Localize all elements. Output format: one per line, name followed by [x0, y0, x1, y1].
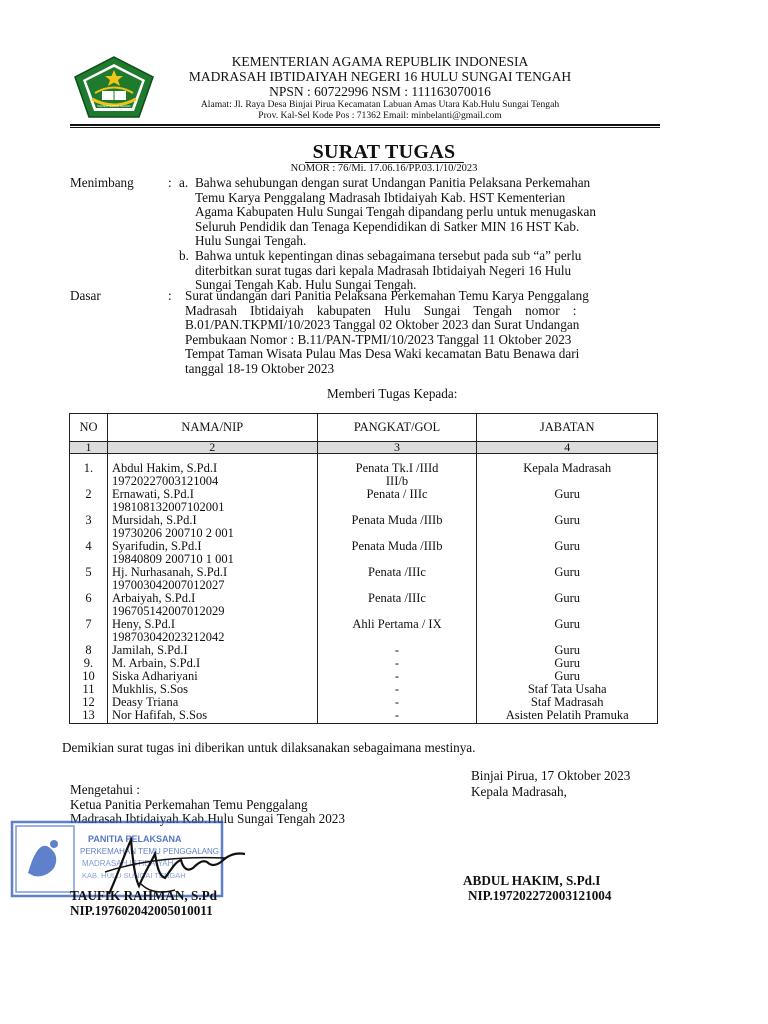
right-signer-role: Kepala Madrasah,: [471, 784, 567, 799]
table-header-row: [70, 414, 658, 442]
row-number: [70, 709, 108, 724]
letter-title: SURAT TUGAS: [312, 141, 456, 163]
right-signer-name: ABDUL HAKIM, S.Pd.I: [463, 873, 601, 888]
row-number: [70, 566, 108, 592]
menimbang-label: Menimbang: [70, 175, 134, 190]
row-name-nip: [107, 488, 317, 514]
menimbang-colon: :: [168, 175, 172, 190]
row-rank: [317, 540, 477, 566]
row-nip: 19840809 200710 1 001: [111, 552, 234, 566]
menimbang-b-marker: b.: [179, 248, 189, 263]
row-rank-text: Ahli Pertama / IX: [352, 617, 442, 631]
row-rank-text: -: [394, 708, 400, 722]
row-name: Siska Adhariyani: [111, 669, 198, 683]
row-name: Hj. Nurhasanah, S.Pd.I: [111, 565, 228, 579]
row-name-nip: [107, 540, 317, 566]
row-number-text: 10: [82, 669, 95, 683]
table-row: [70, 592, 658, 618]
row-position: [477, 488, 658, 514]
dasar-colon: :: [168, 288, 172, 303]
row-name-nip: [107, 514, 317, 540]
row-number-text: 11: [82, 682, 95, 696]
col-header-position: JABATAN: [477, 414, 658, 442]
logo-text: KEMENTERIAN AGAMA: [97, 104, 131, 108]
row-position-text: Staf Madrasah: [530, 695, 604, 709]
row-rank-text: Penata / IIIc: [366, 487, 428, 501]
stamp-line-4: KAB. HULU SUNGAI TENGAH: [82, 871, 186, 880]
left-signer-role-2: Madrasah Ibtidaiyah Kab.Hulu Sungai Tengah 2023: [70, 811, 345, 826]
row-number-text: 13: [82, 708, 95, 722]
row-position-text: Guru: [554, 487, 581, 501]
place-date: Binjai Pirua, 17 Oktober 2023: [471, 768, 631, 783]
row-rank: [317, 592, 477, 618]
row-position: [477, 566, 658, 592]
kop-divider: [70, 124, 660, 128]
row-rank-text: Penata Muda /IIIb: [351, 513, 443, 527]
row-name-nip: [107, 709, 317, 724]
menimbang-a-line: Temu Karya Penggalang Madrasah Ibtidaiyah Kab. HST Kementerian: [195, 189, 566, 205]
stamp-line-3: MADRASAH IBTIDAIYAH: [82, 859, 174, 868]
row-rank-text: Penata /IIIc: [368, 565, 426, 579]
col-number: 3: [317, 442, 477, 454]
row-position-text: Asisten Pelatih Pramuka: [505, 708, 629, 722]
menimbang-b-text: [195, 249, 665, 293]
row-nip: 196705142007012029: [111, 604, 225, 618]
row-name: Ernawati, S.Pd.I: [111, 487, 194, 501]
row-name: M. Arbain, S.Pd.I: [111, 656, 201, 670]
row-rank-text: Penata Tk.I /IIId: [355, 461, 439, 475]
menimbang-a-line: Agama Kabupaten Hulu Sungai Tengah dipandang perlu untuk menugaskan: [195, 204, 596, 220]
header-address-1: Alamat: Jl. Raya Desa Binjai Pirua Kecamatan Labuan Amas Utara Kab.Hulu Sungai Tengah: [200, 99, 560, 110]
dasar-line: Surat undangan dari Panitia Pelaksana Perkemahan Temu Karya Penggalang: [185, 288, 589, 303]
row-position-text: Guru: [554, 539, 581, 553]
row-name: Nor Hafifah, S.Sos: [111, 708, 208, 722]
row-number: [70, 540, 108, 566]
col-number: 2: [107, 442, 317, 454]
row-number: [70, 592, 108, 618]
menimbang-a-text: [195, 176, 665, 249]
row-position: [477, 618, 658, 644]
row-number-text: 7: [85, 617, 92, 631]
table-row: [70, 488, 658, 514]
row-rank: [317, 709, 477, 724]
row-name: Abdul Hakim, S.Pd.I: [111, 461, 218, 475]
row-number-text: 8: [85, 643, 92, 657]
table-row: [70, 709, 658, 724]
row-name: Jamilah, S.Pd.I: [111, 643, 188, 657]
row-position-text: Guru: [554, 617, 581, 631]
right-signer-nip: NIP.197202272003121004: [468, 888, 612, 903]
dasar-line: Pembukaan Nomor : B.11/PAN-TPMI/10/2023 Tanggal 11 Oktober 2023: [185, 331, 572, 347]
row-name: Mursidah, S.Pd.I: [111, 513, 197, 527]
row-name-nip: [107, 566, 317, 592]
row-number-text: 4: [85, 539, 92, 553]
row-position: [477, 514, 658, 540]
row-position-text: Guru: [554, 565, 581, 579]
table-row: [70, 514, 658, 540]
row-nip: 19720227003121004: [111, 474, 219, 488]
table-body: [70, 454, 658, 724]
header-ministry: KEMENTERIAN AGAMA REPUBLIK INDONESIA: [231, 54, 529, 69]
row-number-text: 9.: [83, 656, 94, 670]
col-header-rank: PANGKAT/GOL: [317, 414, 477, 442]
row-position-text: Staf Tata Usaha: [527, 682, 607, 696]
menimbang-b-line: Sungai Tengah Kab. Hulu Sungai Tengah.: [195, 277, 417, 293]
row-name: Syarifudin, S.Pd.I: [111, 539, 202, 553]
menimbang-a-line: Bahwa sehubungan dengan surat Undangan Panitia Pelaksana Perkemahan: [195, 175, 591, 190]
dasar-line: Tempat Taman Wisata Pulau Mas Desa Waki kecamatan Batu Benawa dari: [185, 346, 580, 362]
row-name: Mukhlis, S.Sos: [111, 682, 189, 696]
row-position: [477, 709, 658, 724]
row-name: Heny, S.Pd.I: [111, 617, 176, 631]
row-number-text: 3: [85, 513, 92, 527]
row-position-text: Guru: [554, 643, 581, 657]
row-rank: [317, 462, 477, 488]
row-rank-text-2: III/b: [385, 474, 409, 488]
row-nip: 197003042007012027: [111, 578, 225, 592]
row-position: [477, 462, 658, 488]
row-number: [70, 618, 108, 644]
row-name-nip: [107, 618, 317, 644]
table-row: [70, 566, 658, 592]
closing-text: Demikian surat tugas ini diberikan untuk dilaksanakan sebagaimana mestinya.: [62, 740, 476, 755]
row-number-text: 12: [82, 695, 95, 709]
left-signer-role-1: Ketua Panitia Perkemahan Temu Penggalang: [70, 797, 308, 812]
left-signer-nip: NIP.197602042005010011: [70, 903, 213, 918]
stamp-line-1: PANITIA PELAKSANA: [88, 834, 182, 844]
row-number-text: 6: [85, 591, 92, 605]
header-ids: NPSN : 60722996 NSM : 111163070016: [269, 84, 491, 99]
menimbang-b-line: Bahwa untuk kepentingan dinas sebagaimana tersebut pada sub “a” perlu: [195, 248, 582, 263]
row-nip: 198108132007102001: [111, 500, 225, 514]
assignment-intro: Memberi Tugas Kepada:: [327, 386, 458, 401]
table-row: [70, 540, 658, 566]
row-name: Deasy Triana: [111, 695, 179, 709]
left-mengetahui: Mengetahui :: [70, 782, 140, 797]
row-rank-text: -: [394, 695, 400, 709]
row-rank: [317, 514, 477, 540]
table-number-row: [70, 442, 658, 454]
dasar-line: B.01/PAN.TKPMI/10/2023 Tanggal 02 Oktober 2023 dan Surat Undangan: [185, 317, 580, 333]
left-signer-name: TAUFIK RAHMAN, S.Pd: [70, 888, 218, 903]
stamp-line-2: PERKEMAHAN TEMU PENGGALANG: [80, 847, 219, 856]
row-rank: [317, 566, 477, 592]
menimbang-b-line: diterbitkan surat tugas dari kepala Madrasah Ibtidaiyah Negeri 16 Hulu: [195, 262, 572, 278]
dasar-text: [185, 289, 663, 377]
row-position-text: Guru: [554, 513, 581, 527]
col-number: 1: [70, 442, 108, 454]
row-rank-text: -: [394, 656, 400, 670]
row-position-text: Guru: [554, 591, 581, 605]
menimbang-a-marker: a.: [179, 175, 189, 190]
row-rank-text: -: [394, 682, 400, 696]
assignee-table: [69, 413, 658, 724]
col-header-name: NAMA/NIP: [107, 414, 317, 442]
row-name-nip: [107, 592, 317, 618]
row-name-nip: [107, 462, 317, 488]
row-position-text: Kepala Madrasah: [523, 461, 612, 475]
row-rank: [317, 488, 477, 514]
table-row: [70, 618, 658, 644]
row-position-text: Guru: [554, 656, 581, 670]
dasar-line: tanggal 18-19 Oktober 2023: [185, 360, 335, 376]
row-rank-text: Penata Muda /IIIb: [351, 539, 443, 553]
row-rank-text: -: [394, 669, 400, 683]
dasar-label: Dasar: [70, 288, 101, 303]
col-header-no: NO: [70, 414, 108, 442]
row-nip: 19730206 200710 2 001: [111, 526, 234, 540]
row-rank-text: -: [394, 643, 400, 657]
header-school: MADRASAH IBTIDAIYAH NEGERI 16 HULU SUNGAI TENGAH: [188, 69, 572, 84]
row-rank-text: Penata /IIIc: [368, 591, 426, 605]
row-number-text: 5: [85, 565, 92, 579]
row-number-text: 1.: [83, 461, 94, 475]
row-number: [70, 514, 108, 540]
row-number-text: 2: [85, 487, 92, 501]
row-position: [477, 540, 658, 566]
menimbang-a-line: Seluruh Pendidik dan Tenaga Kependidikan di Satker MIN 16 HST Kab.: [195, 218, 580, 234]
row-position: [477, 592, 658, 618]
row-name: Arbaiyah, S.Pd.I: [111, 591, 196, 605]
menimbang-a-line: Hulu Sungai Tengah.: [195, 233, 307, 249]
letter-number: NOMOR : 76/Mi. 17.06.16/PP.03.1/10/2023: [290, 163, 478, 174]
dasar-line: Madrasah Ibtidaiyah kabupaten Hulu Sungai Tengah nomor :: [185, 302, 577, 318]
table-row: [70, 462, 658, 488]
row-position-text: Guru: [554, 669, 581, 683]
row-nip: 198703042023212042: [111, 630, 225, 644]
row-number: [70, 488, 108, 514]
col-number: 4: [477, 442, 658, 454]
row-rank: [317, 618, 477, 644]
row-number: [70, 462, 108, 488]
header-address-2: Prov. Kal-Sel Kode Pos : 71362 Email: minbelanti@gmail.com: [258, 110, 502, 121]
